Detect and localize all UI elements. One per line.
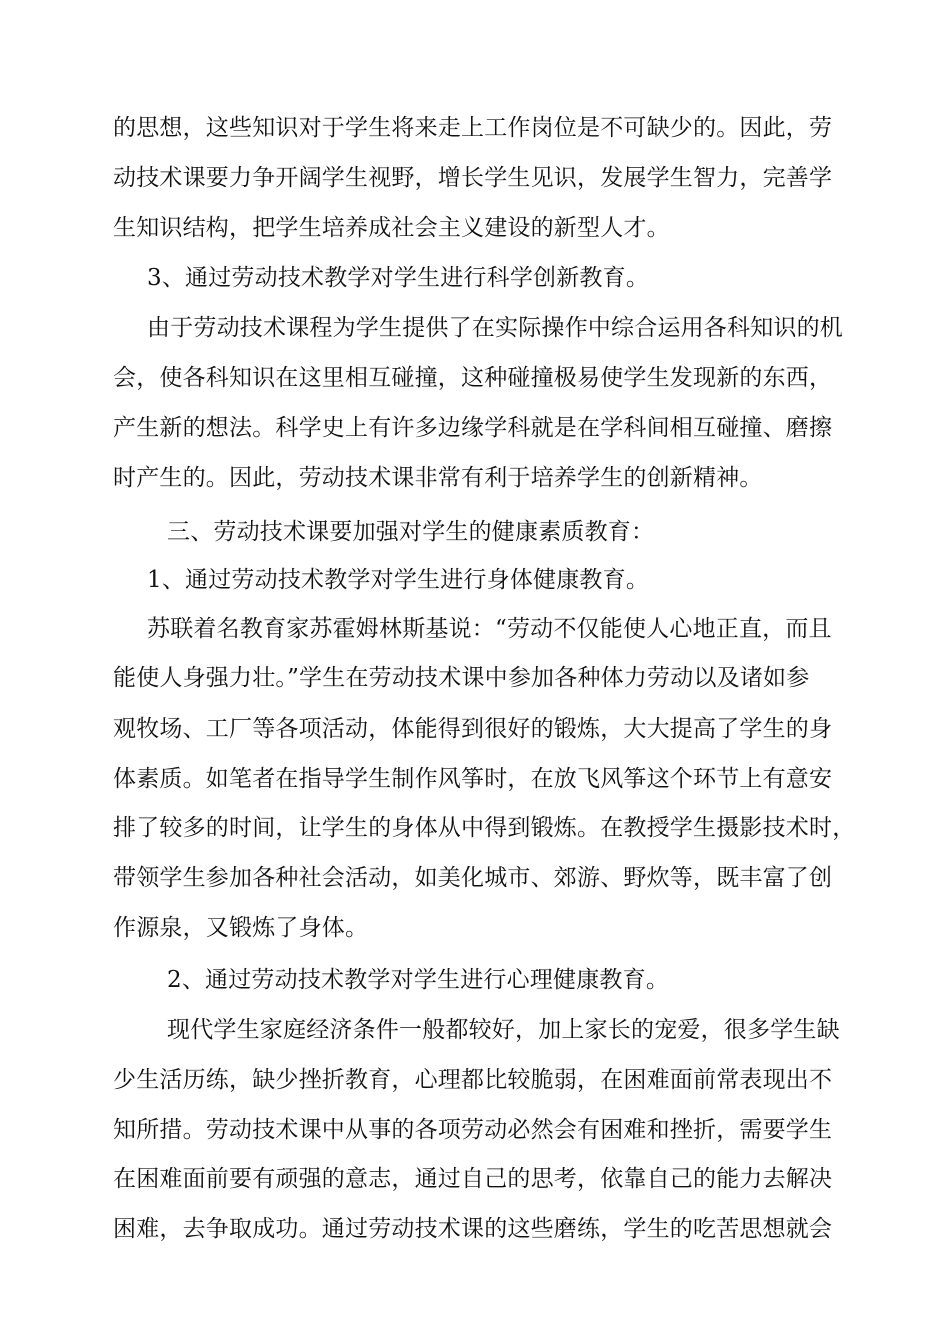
text-line: 少生活历练，缺少挫折教育，心理都比较脆弱，在困难面前常表现出不 [113,1067,833,1093]
section-heading: 1、通过劳动技术教学对学生进行身体健康教育。 [147,567,650,593]
text-line: 排了较多的时间，让学生的身体从中得到锻炼。在教授学生摄影技术时， [113,815,856,841]
text-line: 在困难面前要有顽强的意志，通过自己的思考，依靠自己的能力去解决 [113,1166,833,1192]
text-line: 会，使各科知识在这里相互碰撞，这种碰撞极易使学生发现新的东西， [113,365,833,391]
section-heading: 2、通过劳动技术教学对学生进行心理健康教育。 [167,967,670,993]
text-line: 苏联着名教育家苏霍姆林斯基说：“劳动不仅能使人心地正直，而且 [147,616,832,642]
text-line: 现代学生家庭经济条件一般都较好，加上家长的宠爱，很多学生缺 [167,1017,840,1043]
text-line: 知所措。劳动技术课中从事的各项劳动必然会有困难和挫折，需要学生 [113,1117,833,1143]
text-line: 生知识结构，把学生培养成社会主义建设的新型人才。 [113,215,670,241]
text-line: 产生新的想法。科学史上有许多边缘学科就是在学科间相互碰撞、磨擦 [113,415,833,441]
text-line: 的思想，这些知识对于学生将来走上工作岗位是不可缺少的。因此，劳 [113,115,833,141]
text-line: 由于劳动技术课程为学生提供了在实际操作中综合运用各科知识的机 [147,315,843,341]
text-line: 作源泉，又锻炼了身体。 [113,915,369,941]
text-line: 体素质。如笔者在指导学生制作风筝时，在放飞风筝这个环节上有意安 [113,766,833,792]
section-heading: 三、劳动技术课要加强对学生的健康素质教育： [167,519,655,545]
text-line: 困难，去争取成功。通过劳动技术课的这些磨练，学生的吃苦思想就会 [113,1216,833,1242]
section-heading: 3、通过劳动技术教学对学生进行科学创新教育。 [147,265,650,291]
text-line: 动技术课要力争开阔学生视野，增长学生见识，发展学生智力，完善学 [113,165,833,191]
text-line: 观牧场、工厂等各项活动，体能得到很好的锻炼，大大提高了学生的身 [113,716,833,742]
text-line: 带领学生参加各种社会活动，如美化城市、郊游、野炊等，既丰富了创 [113,865,833,891]
text-line: 时产生的。因此，劳动技术课非常有利于培养学生的创新精神。 [113,465,763,491]
text-line: 能使人身强力壮。”学生在劳动技术课中参加各种体力劳动以及诸如参 [113,665,810,691]
